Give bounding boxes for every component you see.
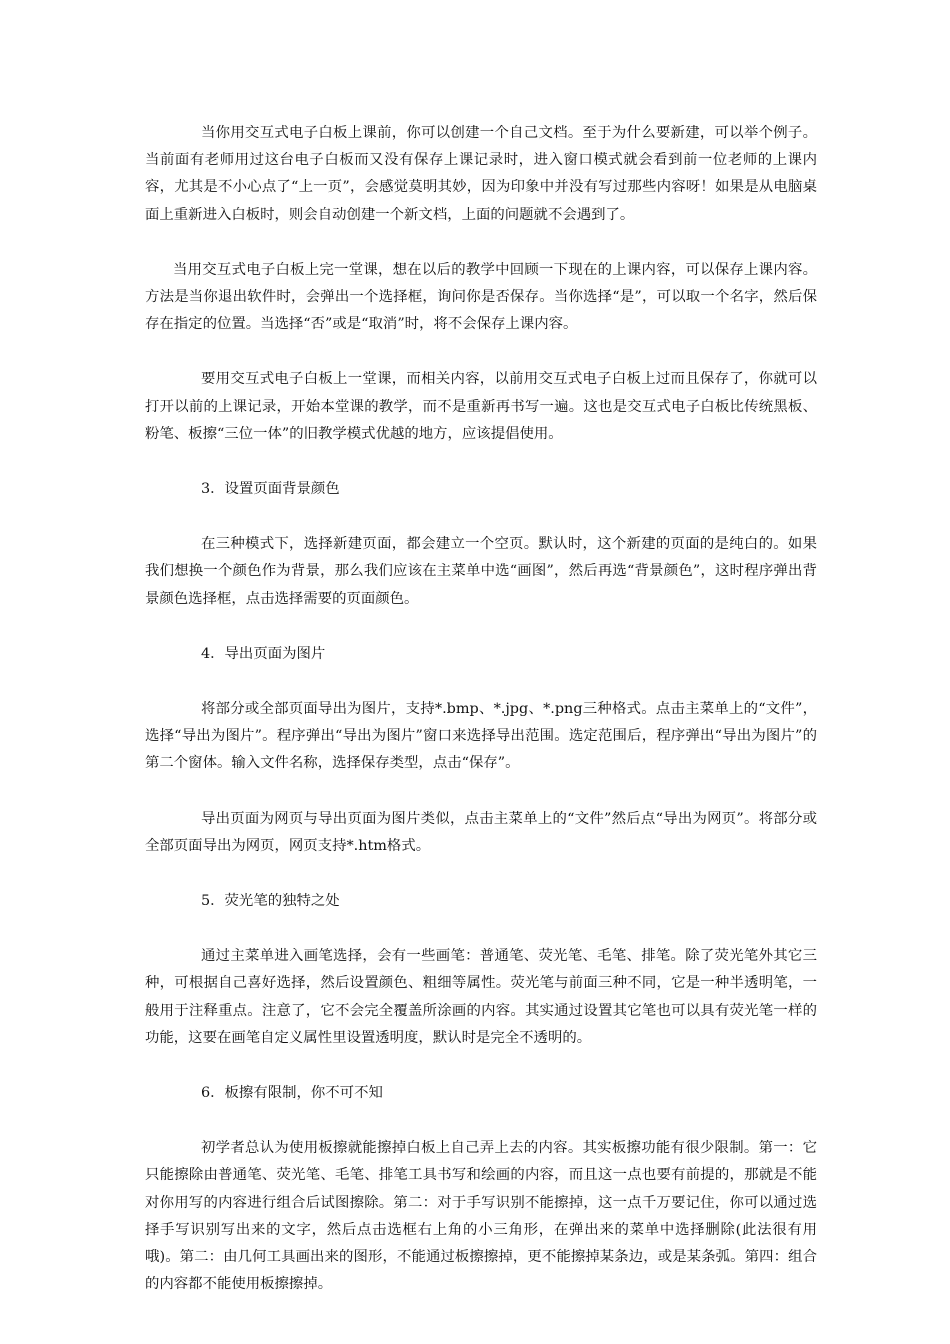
paragraph-export-webpage: 导出页面为网页与导出页面为图片类似，点击主菜单上的“文件”然后点“导出为网页”。将部分或全部页面导出为网页，网页支持*.htm格式。: [145, 810, 817, 854]
section-heading-export-image: 4．导出页面为图片: [201, 645, 326, 662]
section-heading-background-color: 3．设置页面背景颜色: [201, 481, 340, 498]
paragraph-open-records: 要用交互式电子白板上一堂课，而相关内容，以前用交互式电子白板上过而且保存了，你就可以打开以前的上课记录，开始本堂课的教学，而不是重新再书写一遍。这也是交互式电子白板比传统黑板、粉笔、板擦“三位一体”的旧教学模式优越的地方，应该提倡使用。: [145, 371, 817, 442]
document-page: [145, 120, 817, 1327]
section-heading-eraser: 6．板擦有限制，你不可不知: [201, 1085, 383, 1102]
paragraph-create-document: 当你用交互式电子白板上课前，你可以创建一个自己文档。至于为什么要新建，可以举个例子。当前面有老师用过这台电子白板而又没有保存上课记录时，进入窗口模式就会看到前一位老师的上课内容，尤其是不小心点了“上一页”，会感觉莫明其妙，因为印象中并没有写过那些内容呀！如果是从电脑桌面上重新进入白板时，则会自动创建一个新文档，上面的问题就不会遇到了。: [145, 125, 817, 223]
paragraph-eraser: 初学者总认为使用板擦就能擦掉白板上自己弄上去的内容。其实板擦功能有很少限制。第一：它只能擦除由普通笔、荧光笔、毛笔、排笔工具书写和绘画的内容，而且这一点也要有前提的，那就是不能对你用写的内容进行组合后试图擦除。第二：对于手写识别不能擦掉，这一点千万要记住，你可以通过选择手写识别写出来的文字，然后点击选框右上角的小三角形，在弹出来的菜单中选择删除(此法很有用哦)。第二：由几何工具画出来的图形，不能通过板擦擦掉，更不能擦掉某条边，或是某条弧。第四：组合的内容都不能使用板擦擦掉。: [145, 1140, 817, 1293]
paragraph-export-image: 将部分或全部页面导出为图片，支持*.bmp、*.jpg、*.png三种格式。点击主菜单上的“文件”，选择“导出为图片”。程序弹出“导出为图片”窗口来选择导出范围。选定范围后，程序弹出“导出为图片”的第二个窗体。输入文件名称，选择保存类型，点击“保存”。: [145, 701, 817, 772]
section-heading-highlighter: 5．荧光笔的独特之处: [201, 893, 340, 910]
paragraph-save-lesson: 当用交互式电子白板上完一堂课，想在以后的教学中回顾一下现在的上课内容，可以保存上课内容。方法是当你退出软件时，会弹出一个选择框，询问你是否保存。当你选择“是”，可以取一个名字，然后保存在指定的位置。当选择“否”或是“取消”时，将不会保存上课内容。: [145, 261, 817, 333]
paragraph-background-color: 在三种模式下，选择新建页面，都会建立一个空页。默认时，这个新建的页面的是纯白的。如果我们想换一个颜色作为背景，那么我们应该在主菜单中选“画图”，然后再选“背景颜色”，这时程序弹出背景颜色选择框，点击选择需要的页面颜色。: [145, 536, 817, 607]
paragraph-highlighter: 通过主菜单进入画笔选择，会有一些画笔：普通笔、荧光笔、毛笔、排笔。除了荧光笔外其它三种，可根据自己喜好选择，然后设置颜色、粗细等属性。荧光笔与前面三种不同，它是一种半透明笔，一般用于注释重点。注意了，它不会完全覆盖所涂画的内容。其实通过设置其它笔也可以具有荧光笔一样的功能，这要在画笔自定义属性里设置透明度，默认时是完全不透明的。: [145, 948, 817, 1046]
